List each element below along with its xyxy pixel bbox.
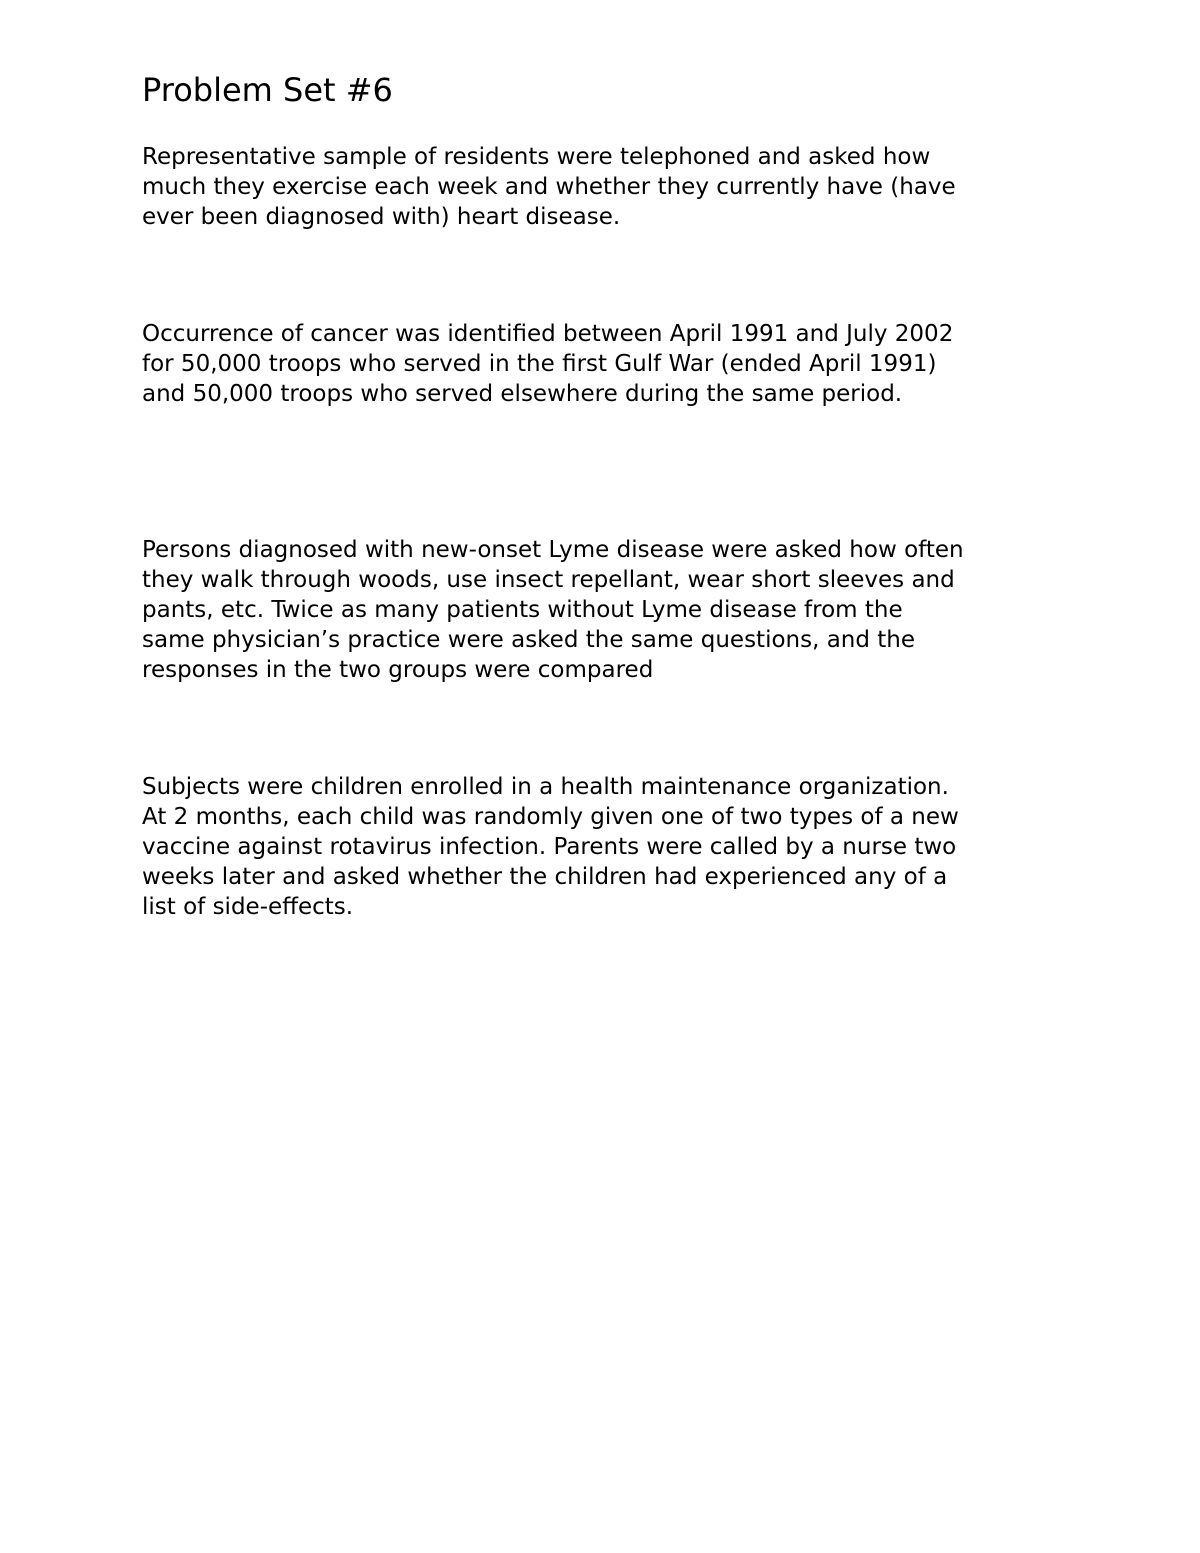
paragraph-line: vaccine against rotavirus infection. Parents were called by a nurse two [142,834,957,860]
paragraph-line: Occurrence of cancer was identified between April 1991 and July 2002 [142,321,954,347]
problem-paragraph-2 [142,319,1102,409]
paragraph-line: and 50,000 troops who served elsewhere during the same period. [142,381,903,407]
paragraph-line: weeks later and asked whether the children had experienced any of a [142,864,948,890]
paragraph-line: list of side-effects. [142,894,354,920]
paragraph-line: Representative sample of residents were telephoned and asked how [142,144,931,170]
page-title: Problem Set #6 [142,71,393,109]
problem-paragraph-4 [142,772,1102,922]
paragraph-line: At 2 months, each child was randomly given one of two types of a new [142,804,959,830]
paragraph-line: responses in the two groups were compared [142,657,654,683]
paragraph-line: pants, etc. Twice as many patients without Lyme disease from the [142,597,903,623]
paragraph-line: Persons diagnosed with new-onset Lyme disease were asked how often [142,537,964,563]
problem-paragraph-3 [142,535,1102,685]
paragraph-line: for 50,000 troops who served in the first Gulf War (ended April 1991) [142,351,937,377]
paragraph-line: same physician’s practice were asked the same questions, and the [142,627,916,653]
paragraph-line: they walk through woods, use insect repellant, wear short sleeves and [142,567,955,593]
paragraph-line: ever been diagnosed with) heart disease. [142,204,621,230]
paragraph-line: Subjects were children enrolled in a health maintenance organization. [142,774,949,800]
problem-paragraph-1 [142,142,1102,232]
paragraph-line: much they exercise each week and whether they currently have (have [142,174,956,200]
